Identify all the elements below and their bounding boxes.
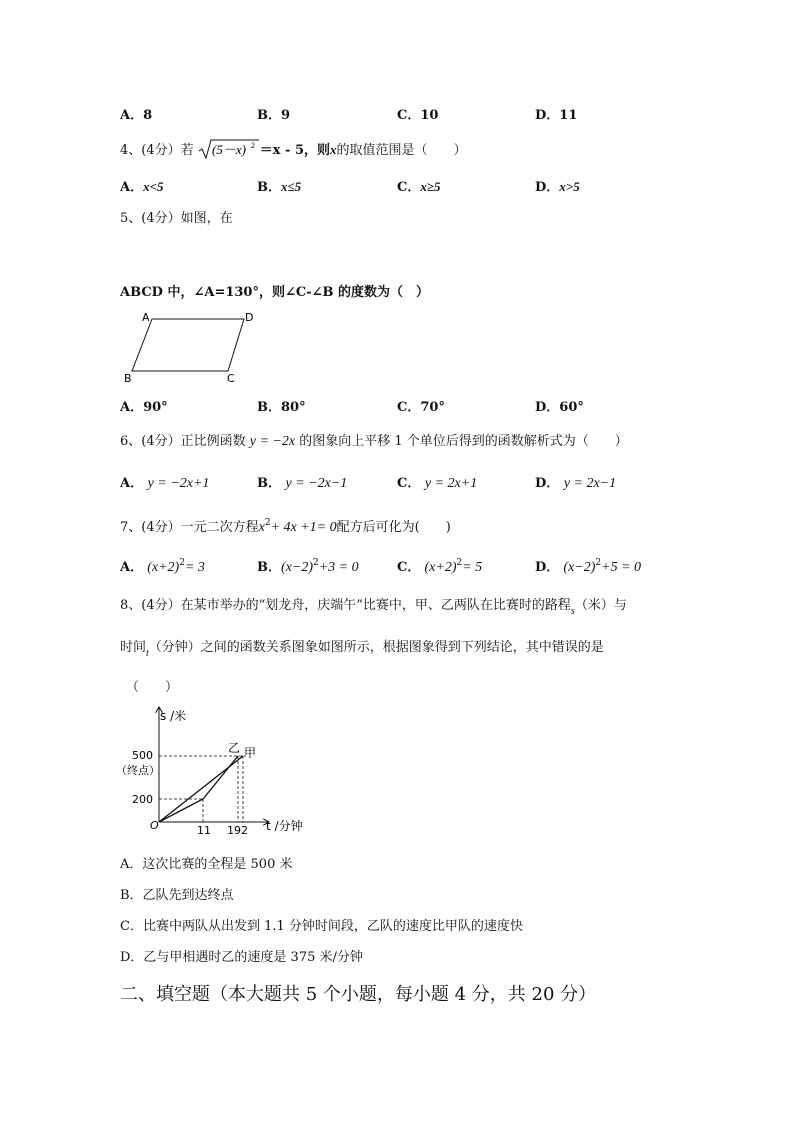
q4-option-b: B．x≤5	[257, 179, 302, 195]
q8-option-c: C．比赛中两队从出发到 1.1 分钟时间段，乙队的速度比甲队的速度快	[120, 919, 523, 934]
vertex-c-label: C	[227, 372, 235, 385]
s-axis-label: s /米	[160, 709, 187, 723]
vertex-a-label: A	[142, 311, 150, 324]
q7-options	[120, 556, 680, 576]
parallelogram-figure	[118, 308, 268, 388]
tick-2: 2	[241, 824, 248, 837]
section-2-title: 二、填空题（本大题共 5 个小题，每小题 4 分，共 20 分）	[120, 984, 597, 1005]
distance-time-graph	[110, 702, 330, 842]
q4-options	[120, 176, 680, 196]
t-axis-label: t /分钟	[266, 819, 303, 833]
origin-label: O	[150, 819, 159, 832]
tick-500: 500	[132, 749, 153, 762]
svg-text:(5－x): (5－x)	[211, 142, 246, 157]
jia-label: 甲	[244, 746, 257, 760]
q7-option-c: C． $(x+2)^2= 5$	[397, 558, 483, 575]
q5-stem-line1: 5、(4分）如图，在	[120, 211, 233, 226]
q6-option-a: A． y = −2x+1	[120, 476, 210, 491]
vertex-d-label: D	[245, 311, 254, 324]
q8-stem-line3: （ ）	[126, 680, 179, 695]
sqrt-sign-icon	[198, 138, 260, 160]
q3-option-b: B．9	[257, 108, 291, 123]
tick-11: 11	[197, 824, 211, 837]
parallelogram-shape	[132, 319, 244, 371]
tick-19: 19	[227, 824, 241, 837]
q5-option-d: D．60°	[535, 400, 584, 415]
q8-stem-line2: 时间$_t$（分钟）之间的函数关系图象如图所示，根据图象得到下列结论，其中错误的是	[120, 640, 604, 659]
q3-option-d: D．11	[535, 108, 578, 123]
q6-option-c: C． y = 2x+1	[397, 476, 478, 491]
q8-option-a: A．这次比赛的全程是 500 米	[120, 857, 293, 872]
svg-text:2: 2	[250, 141, 255, 150]
q7-option-b: B．$(x-2)^2+3 = 0$	[257, 558, 359, 575]
q5-option-c: C．70°	[397, 400, 445, 415]
q6-options	[120, 472, 680, 492]
q5-option-a: A．90°	[120, 400, 168, 415]
q3-options	[120, 104, 680, 124]
q7-option-a: A． $(x+2)^2= 3$	[120, 558, 205, 575]
vertex-b-label: B	[124, 372, 132, 385]
q4-option-c: C．x≥5	[397, 179, 441, 195]
yi-label: 乙	[228, 741, 241, 755]
q4-stem: 4、(4分）若 (5－x) 2 ＝x - 5，则x的取值范围是（ ）	[120, 138, 467, 160]
q7-stem: 7、(4分）一元二次方程$x^2+ 4x +1= 0$配方后可化为( )	[120, 518, 451, 535]
q4-option-d: D．x>5	[535, 179, 580, 195]
q8-option-b: B．乙队先到达终点	[120, 888, 234, 903]
end-label: （终点）	[116, 764, 160, 777]
q3-option-a: A．8	[120, 108, 153, 123]
q3-option-c: C．10	[397, 108, 439, 123]
q5-options	[120, 396, 680, 416]
q6-option-b: B． y = −2x−1	[257, 476, 348, 491]
q5-stem-line2: ABCD 中，∠A=130°，则∠C-∠B 的度数为（ ）	[120, 285, 430, 300]
q8-stem-line1: 8、(4分）在某市举办的“划龙舟，庆端午”比赛中，甲、乙两队在比赛时的路程$_s$（米）与	[120, 598, 627, 617]
q6-stem: 6、(4分）正比例函数 y = −2x 的图象向上平移 1 个单位后得到的函数解析式为（ ）	[120, 434, 628, 449]
q7-option-d: D． $(x-2)^2+5 = 0$	[535, 558, 642, 575]
q6-option-d: D． y = 2x−1	[535, 476, 617, 491]
tick-200: 200	[132, 793, 153, 806]
q4-option-a: A．x<5	[120, 179, 164, 195]
q8-option-d: D．乙与甲相遇时乙的速度是 375 米/分钟	[120, 950, 363, 965]
q5-option-b: B．80°	[257, 400, 306, 415]
